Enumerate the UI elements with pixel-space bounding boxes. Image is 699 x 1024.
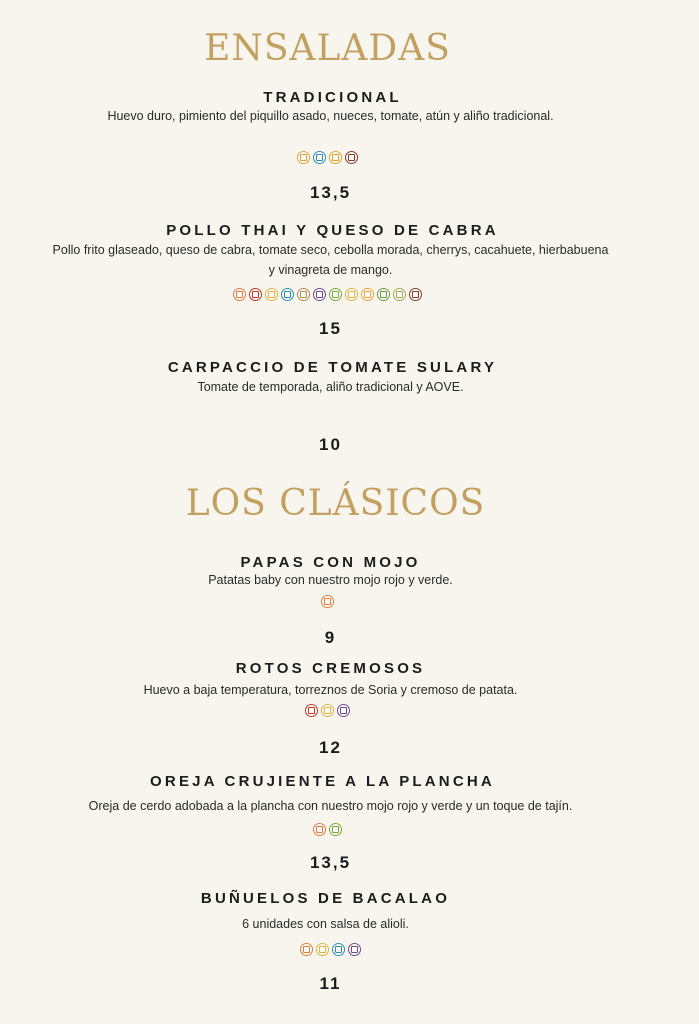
dish-name-pollo-thai: POLLO THAI Y QUESO DE CABRA [166, 222, 499, 239]
dish-desc-bunuelos-de-bacalao: 6 unidades con salsa de alioli. [242, 917, 409, 931]
dish-desc-pollo-thai: Pollo frito glaseado, queso de cabra, tomate seco, cebolla morada, cherrys, cacahuete, hierbabuena y vinagreta de mango. [52, 243, 609, 277]
allergen-icons-oreja-crujiente [0, 823, 655, 836]
dish-name-bunuelos-de-bacalao: BUÑUELOS DE BACALAO [200, 890, 451, 907]
price-rotos-cremosos: 12 [319, 738, 342, 757]
dish-desc-carpaccio: Tomate de temporada, aliño tradicional y AOVE. [197, 380, 464, 394]
section-title-los-clasicos: LOS CLÁSICOS [185, 483, 486, 524]
peanut-icon [297, 288, 310, 301]
fish-icon [332, 943, 345, 956]
allergen-icons-tradicional [0, 151, 655, 164]
fish-icon [281, 288, 294, 301]
mustard-icon [377, 288, 390, 301]
egg-icon [321, 704, 334, 717]
dish-name-tradicional: TRADICIONAL [263, 89, 402, 106]
mustard-icon [329, 151, 342, 164]
soy-icon [337, 704, 350, 717]
milk-icon [329, 288, 342, 301]
dish-desc-rotos-cremosos: Huevo a baja temperatura, torreznos de Soria y cremoso de patata. [143, 683, 518, 697]
dish-name-oreja-crujiente: OREJA CRUJIENTE A LA PLANCHA [150, 773, 495, 790]
allergen-icons-bunuelos-de-bacalao [0, 943, 661, 956]
section-title-ensaladas: ENSALADAS [204, 28, 451, 69]
nuts-icon [345, 288, 358, 301]
allergen-icons-pollo-thai [0, 288, 655, 301]
gluten-icon [300, 943, 313, 956]
milk-icon [329, 823, 342, 836]
dish-desc-oreja-crujiente: Oreja de cerdo adobada a la plancha con nuestro mojo rojo y verde y un toque de tajín. [88, 799, 573, 813]
price-pollo-thai: 15 [319, 319, 342, 338]
sesame-icon [393, 288, 406, 301]
crustacean-icon [305, 704, 318, 717]
gluten-icon [313, 823, 326, 836]
price-papas-con-mojo: 9 [324, 628, 337, 647]
nuts-icon [345, 151, 358, 164]
price-oreja-crujiente: 13,5 [309, 853, 352, 872]
dish-name-carpaccio: CARPACCIO DE TOMATE SULARY [167, 359, 498, 376]
gluten-icon [233, 288, 246, 301]
gluten-icon [321, 595, 334, 608]
dish-name-papas-con-mojo: PAPAS CON MOJO [240, 554, 421, 571]
dish-desc-tradicional: Huevo duro, pimiento del piquillo asado, nueces, tomate, atún y aliño tradicional. [107, 109, 554, 123]
celery-icon [361, 288, 374, 301]
soy-icon [313, 288, 326, 301]
soy-icon [348, 943, 361, 956]
egg-icon [297, 151, 310, 164]
sulphite-icon [409, 288, 422, 301]
allergen-icons-rotos-cremosos [0, 704, 655, 717]
price-bunuelos-de-bacalao: 11 [319, 974, 342, 993]
dish-name-rotos-cremosos: ROTOS CREMOSOS [235, 660, 426, 677]
dish-desc-papas-con-mojo: Patatas baby con nuestro mojo rojo y verde. [208, 573, 453, 587]
fish-icon [313, 151, 326, 164]
price-tradicional: 13,5 [309, 183, 352, 202]
egg-icon [316, 943, 329, 956]
crustacean-icon [249, 288, 262, 301]
price-carpaccio: 10 [319, 435, 342, 454]
allergen-icons-papas-con-mojo [0, 595, 655, 608]
egg-icon [265, 288, 278, 301]
